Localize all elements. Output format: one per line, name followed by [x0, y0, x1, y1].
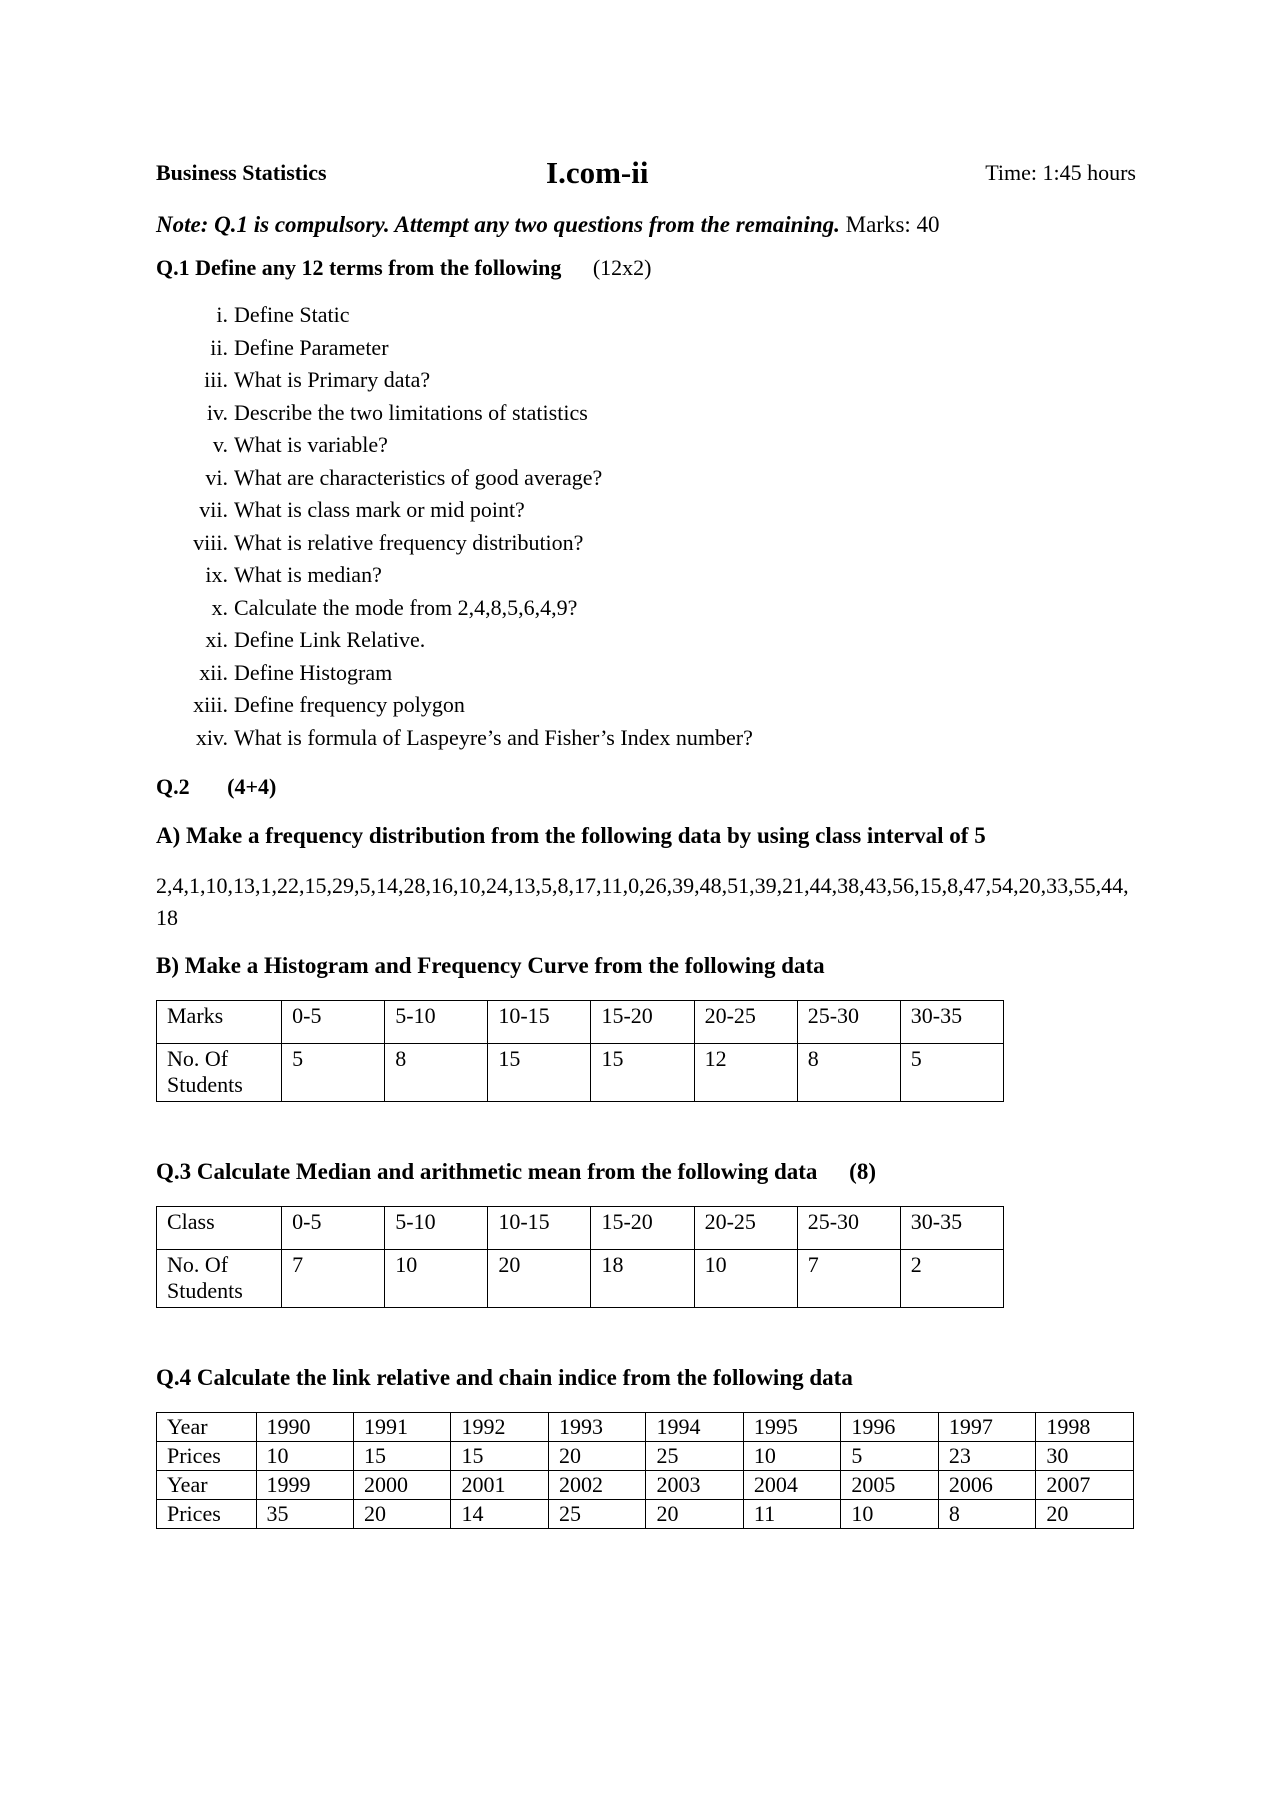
table-cell: 7 — [797, 1250, 900, 1308]
table-cell: 20 — [353, 1500, 450, 1529]
list-item — [156, 562, 1136, 595]
item-text: Describe the two limitations of statistics — [234, 399, 588, 425]
table-row — [157, 1250, 1004, 1308]
table-cell: 5 — [900, 1044, 1003, 1102]
list-item — [156, 497, 1136, 530]
q4-title: Q.4 Calculate the link relative and chain indice from the following data — [156, 1365, 853, 1390]
item-number: iii. — [204, 367, 228, 392]
table-cell: 8 — [797, 1044, 900, 1102]
table-cell: Marks — [157, 1001, 282, 1044]
table-cell: 1998 — [1036, 1413, 1134, 1442]
table-row — [157, 1471, 1134, 1500]
q2-marks: (4+4) — [227, 774, 277, 799]
total-marks: Marks: 40 — [845, 212, 940, 237]
table-row — [157, 1207, 1004, 1250]
table-cell: Year — [157, 1413, 257, 1442]
table-cell: 15 — [353, 1442, 450, 1471]
table-cell: 2005 — [841, 1471, 938, 1500]
item-number: vii. — [199, 497, 228, 522]
table-cell: 23 — [938, 1442, 1035, 1471]
list-item — [156, 627, 1136, 660]
q3-heading — [156, 1158, 876, 1186]
table-cell: Prices — [157, 1442, 257, 1471]
item-text: What is median? — [234, 562, 382, 587]
table-cell: 2002 — [548, 1471, 645, 1500]
list-item — [156, 335, 1136, 368]
item-text: Define Parameter — [234, 334, 389, 360]
table-row — [157, 1442, 1134, 1471]
item-number: ii. — [210, 334, 228, 360]
table-cell: 1992 — [451, 1413, 548, 1442]
item-number: xiii. — [193, 692, 228, 717]
table-cell: 10 — [841, 1500, 938, 1529]
table-cell: 2007 — [1036, 1471, 1134, 1500]
table-cell: 10-15 — [488, 1207, 591, 1250]
table-row — [157, 1044, 1004, 1102]
table-cell: 7 — [282, 1250, 385, 1308]
table-cell: 20 — [548, 1442, 645, 1471]
table-cell: Prices — [157, 1500, 257, 1529]
table-cell: 25-30 — [797, 1001, 900, 1044]
table-cell: 11 — [743, 1500, 840, 1529]
item-text: Define Link Relative. — [234, 627, 426, 652]
table-cell: 20-25 — [694, 1207, 797, 1250]
item-number: xii. — [199, 659, 228, 685]
table-cell: 25 — [548, 1500, 645, 1529]
table-cell: 35 — [256, 1500, 353, 1529]
class-frequency-table — [156, 1206, 1004, 1308]
table-cell: 2 — [900, 1250, 1003, 1308]
table-cell: No. Of Students — [157, 1044, 282, 1102]
list-item — [156, 465, 1136, 498]
item-number: x. — [211, 594, 228, 620]
table-cell: 2003 — [646, 1471, 743, 1500]
table-cell: 30-35 — [900, 1001, 1003, 1044]
note-text: Note: Q.1 is compulsory. Attempt any two questions from the remaining. — [156, 212, 840, 237]
table-row — [157, 1001, 1004, 1044]
instructions-note — [156, 211, 940, 239]
table-cell: 5-10 — [385, 1207, 488, 1250]
item-text: What is Primary data? — [234, 367, 431, 392]
table-cell: 1997 — [938, 1413, 1035, 1442]
q2-part-a-data: 2,4,1,10,13,1,22,15,29,5,14,28,16,10,24,13,5,8,17,11,0,26,39,48,51,39,21,44,38,43,56,15,8,47,54,20,33,55,44,18 — [156, 873, 1129, 930]
table-cell: 20 — [488, 1250, 591, 1308]
item-text: Define frequency polygon — [234, 692, 465, 717]
table-cell: 2000 — [353, 1471, 450, 1500]
item-text: What is relative frequency distribution? — [234, 529, 584, 555]
table-cell: 2006 — [938, 1471, 1035, 1500]
q1-title: Q.1 Define any 12 terms from the following — [156, 255, 562, 280]
q2-heading — [156, 774, 276, 800]
table-cell: 10 — [385, 1250, 488, 1308]
table-cell: 1993 — [548, 1413, 645, 1442]
item-number: xi. — [205, 627, 228, 652]
item-number: viii. — [193, 529, 228, 555]
list-item — [156, 530, 1136, 563]
item-text: What is variable? — [234, 432, 388, 457]
paper-header — [156, 154, 1136, 194]
q1-heading — [156, 255, 651, 281]
item-text: Calculate the mode from 2,4,8,5,6,4,9? — [234, 594, 578, 620]
table-cell: 10 — [256, 1442, 353, 1471]
table-cell: 15-20 — [591, 1207, 694, 1250]
table-cell: 30 — [1036, 1442, 1134, 1471]
table-cell: 10-15 — [488, 1001, 591, 1044]
table-cell: 1994 — [646, 1413, 743, 1442]
table-cell: Class — [157, 1207, 282, 1250]
table-cell: 15-20 — [591, 1001, 694, 1044]
item-number: i. — [216, 302, 228, 327]
table-cell: 5-10 — [385, 1001, 488, 1044]
table-cell: 1995 — [743, 1413, 840, 1442]
marks-frequency-table — [156, 1000, 1004, 1102]
list-item — [156, 367, 1136, 400]
table-row — [157, 1413, 1134, 1442]
q2-title: Q.2 — [156, 774, 190, 799]
list-item — [156, 725, 1136, 758]
q2-part-a-title: A) Make a frequency distribution from the following data by using class interval of 5 — [156, 823, 986, 848]
table-cell: 5 — [841, 1442, 938, 1471]
item-text: Define Histogram — [234, 659, 393, 685]
q3-marks: (8) — [849, 1159, 876, 1184]
q3-title: Q.3 Calculate Median and arithmetic mean from the following data — [156, 1159, 818, 1184]
table-cell: 0-5 — [282, 1001, 385, 1044]
table-cell: 1991 — [353, 1413, 450, 1442]
table-cell: 20-25 — [694, 1001, 797, 1044]
table-cell: 20 — [646, 1500, 743, 1529]
table-cell: 25-30 — [797, 1207, 900, 1250]
list-item — [156, 660, 1136, 693]
list-item — [156, 595, 1136, 628]
list-item — [156, 302, 1136, 335]
item-number: vi. — [205, 464, 228, 490]
table-cell: 14 — [451, 1500, 548, 1529]
item-number: xiv. — [195, 724, 228, 750]
table-cell: 12 — [694, 1044, 797, 1102]
list-item — [156, 400, 1136, 433]
table-cell: 25 — [646, 1442, 743, 1471]
subject-title: Business Statistics — [156, 160, 327, 185]
class-title: I.com-ii — [546, 155, 649, 190]
table-cell: 2004 — [743, 1471, 840, 1500]
table-cell: 15 — [451, 1442, 548, 1471]
table-cell: 10 — [694, 1250, 797, 1308]
time-allowed: Time: 1:45 hours — [985, 160, 1136, 185]
table-row — [157, 1500, 1134, 1529]
item-number: v. — [212, 432, 228, 457]
table-cell: 8 — [938, 1500, 1035, 1529]
q1-marks: (12x2) — [592, 255, 652, 280]
item-number: iv. — [206, 399, 228, 425]
item-text: What is class mark or mid point? — [234, 497, 525, 522]
table-cell: 30-35 — [900, 1207, 1003, 1250]
q2-part-b-title: B) Make a Histogram and Frequency Curve from the following data — [156, 953, 825, 978]
list-item — [156, 432, 1136, 465]
table-cell: 15 — [591, 1044, 694, 1102]
item-text: What are characteristics of good average? — [234, 464, 603, 490]
table-cell: 1990 — [256, 1413, 353, 1442]
table-cell: 5 — [282, 1044, 385, 1102]
item-number: ix. — [205, 562, 228, 587]
item-text: What is formula of Laspeyre’s and Fisher’s Index number? — [234, 724, 753, 750]
q1-term-list — [156, 302, 1136, 757]
item-text: Define Static — [234, 302, 350, 327]
table-cell: 1999 — [256, 1471, 353, 1500]
table-cell: Year — [157, 1471, 257, 1500]
table-cell: 10 — [743, 1442, 840, 1471]
table-cell: 8 — [385, 1044, 488, 1102]
list-item — [156, 692, 1136, 725]
table-cell: 20 — [1036, 1500, 1134, 1529]
year-price-table — [156, 1412, 1134, 1529]
table-cell: 0-5 — [282, 1207, 385, 1250]
table-cell: 1996 — [841, 1413, 938, 1442]
table-cell: 18 — [591, 1250, 694, 1308]
table-cell: 15 — [488, 1044, 591, 1102]
table-cell: 2001 — [451, 1471, 548, 1500]
table-cell: No. Of Students — [157, 1250, 282, 1308]
